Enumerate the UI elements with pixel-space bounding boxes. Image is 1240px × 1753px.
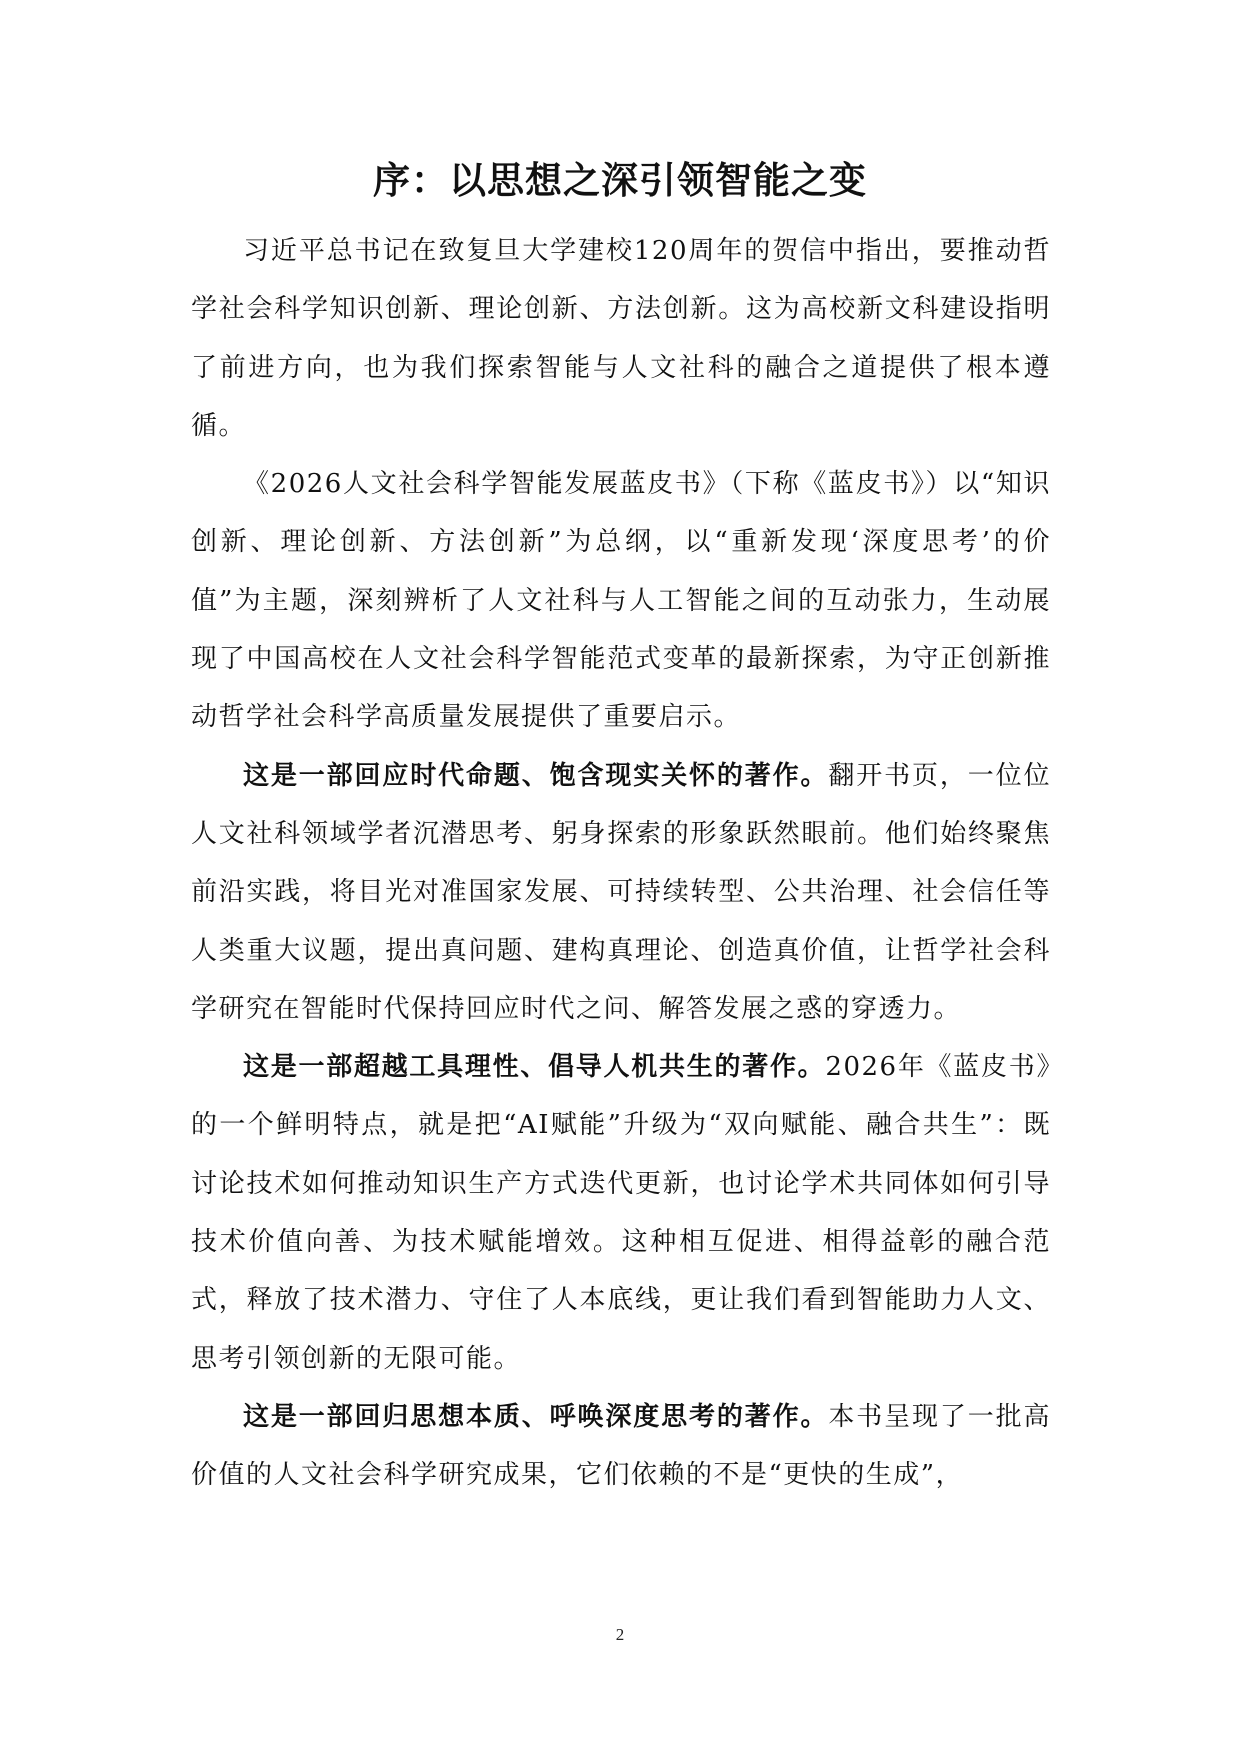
- paragraph-4-lead: 这是一部超越工具理性、倡导人机共生的著作。: [243, 1052, 826, 1083]
- paragraph-1-text: 习近平总书记在致复旦大学建校120周年的贺信中指出，要推动哲学社会科学知识创新、理论创新、方法创新。这为高校新文科建设指明了前进方向，也为我们探索智能与人文社科的融合之道提供了根本遵循。: [191, 236, 1051, 441]
- page-number: 2: [615, 1625, 625, 1644]
- paragraph-2-text: 《2026人文社会科学智能发展蓝皮书》（下称《蓝皮书》）以“知识创新、理论创新、方法创新”为总纲，以“重新发现‘深度思考’的价值”为主题，深刻辨析了人文社科与人工智能之间的互动张力，生动展现了中国高校在人文社会科学智能范式变革的最新探索，为守正创新推动哲学社会科学高质量发展提供了重要启示。: [191, 469, 1051, 733]
- paragraph-3-lead: 这是一部回应时代命题、饱含现实关怀的著作。: [243, 760, 829, 791]
- page-title: 序：以思想之深引领智能之变: [373, 158, 867, 202]
- paragraph-5-lead: 这是一部回归思想本质、呼唤深度思考的著作。: [243, 1401, 829, 1432]
- document-body: [191, 222, 1051, 1505]
- paragraph-3: [191, 747, 1051, 1038]
- paragraph-5-text: 本书呈现了一批高价值的人文社会科学研究成果，它们依赖的不是“更快的生成”，: [191, 1401, 1051, 1491]
- paragraph-4-text: 2026年《蓝皮书》的一个鲜明特点，就是把“AI赋能”升级为“双向赋能、融合共生”：既讨论技术如何推动知识生产方式迭代更新，也讨论学术共同体如何引导技术价值向善、为技术赋能增效。这种相互促进、相得益彰的融合范式，释放了技术潜力、守住了人本底线，更让我们看到智能助力人文、思考引领创新的无限可能。: [191, 1052, 1051, 1374]
- paragraph-1: [191, 222, 1051, 455]
- paragraph-5: [191, 1388, 1051, 1505]
- paragraph-4: [191, 1038, 1051, 1388]
- paragraph-3-text: 翻开书页，一位位人文社科领域学者沉潜思考、躬身探索的形象跃然眼前。他们始终聚焦前沿实践，将目光对准国家发展、可持续转型、公共治理、社会信任等人类重大议题，提出真问题、建构真理论、创造真价值，让哲学社会科学研究在智能时代保持回应时代之问、解答发展之惑的穿透力。: [191, 760, 1051, 1024]
- paragraph-2: [191, 455, 1051, 746]
